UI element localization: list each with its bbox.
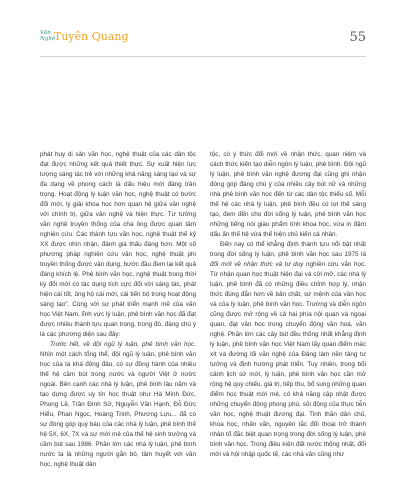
- left-paragraph-1: phát huy di sản văn học, nghệ thuật của các dân tộc đạt được những kết quả thiết thực. Sự xuất hiện lực lượng sáng tác trẻ với những khả năng sáng tạo và sự đa dạng về phong cách là dấu hiệu mới đáng trân trọng. Hoạt động lý luận văn học, nghệ thuật có bước đổi mới, lý giải khoa học hơn quan hệ giữa văn nghệ với chính trị, giữa văn nghệ và hiện thực. Tư tưởng văn nghệ truyền thống của cha ông được quan tâm nghiên cứu. Các thành tựu văn học, nghệ thuật thế kỷ XX được nhìn nhận, đánh giá thấu đáng hơn. Một số phương pháp nghiên cứu văn học, nghệ thuật phi truyền thống được vận dụng, bước đầu đem lại kết quả đáng khích lệ. Phê bình văn học, nghệ thuật trong thời kỳ đổi mới có tác dụng tích cực đối với sáng tác, phát hiện cái tốt, ủng hộ cái mới, cái tiến bộ trong hoạt động sáng tạo". Cùng với sự phát triển mạnh mẽ của văn học Việt Nam, lĩnh vực lý luận, phê bình văn học đã đạt được nhiều thành tựu quan trọng, trong đó, đáng chú ý là các phương diện sau đây:: [40, 151, 196, 338]
- logo-line-2: Nghệ: [40, 35, 56, 42]
- left-paragraph-2: [40, 340, 196, 470]
- page-number: 55: [349, 30, 366, 45]
- left-column: [40, 150, 196, 470]
- logo-line-1: Văn: [40, 30, 51, 36]
- right-column: [210, 150, 366, 460]
- logo-title: Tuyên Quang: [54, 30, 129, 43]
- left-paragraph-2-lead: Trước hết, về đội ngũ lý luận, phê bình văn học.: [50, 341, 196, 348]
- right-paragraph-2-part-a: Đến nay có thể khẳng định thành tựu nổi bật nhất trong đời sống lý luận, phê bình văn học sau 1975 là: [210, 241, 366, 258]
- logo-small-text: [40, 31, 55, 42]
- right-paragraph-2-emphasis: đổi mới về nhận thức và tư duy: [210, 261, 304, 268]
- left-paragraph-2-body: Nhìn một cách tổng thể, đội ngũ lý luận, phê bình văn học của ta khá đông đảo, có sự đồng hành của nhiều thế hệ cầm bút trong nước và người Việt ở nước ngoài. Bên cạnh các nhà lý luận, phê bình lâu năm và tạo dựng được uy tín học thuật như Hà Minh Đức, Phong Lê, Trần Đình Sử, Nguyễn Văn Hạnh, Đỗ Đức Hiểu, Phan Ngọc, Hoàng Trinh, Phương Lựu... đã có sự đóng góp quý báu của các nhà lý luận, phê bình thế hệ 5X, 6X, 7X và sự mới mẻ của thế hệ sinh trưởng và cầm bút sau 1986. Phần lớn các nhà lý luận, phê bình nước ta là những người gắn bó, tâm huyết với văn học, nghệ thuật dân: [40, 351, 196, 468]
- right-paragraph-2: [210, 240, 366, 460]
- right-paragraph-2-part-b: nghiên cứu văn học. Từ nhận quan học thuật hiện đại và cởi mở, các nhà lý luận, phê bình đã có những điều chỉnh hợp lý, nhận thức đúng đắn hơn về bản chất, sứ mệnh của văn học và của lý luận, phê bình văn học. Trường và diễn ngôn cũng được mở rộng về cả hai phía nội quan và ngoại quan, đạt văn học trong chuyển động văn hoá, văn nghệ. Phần lớn các cây bút đều thống nhất khẳng định lý luận, phê bình văn học Việt Nam lấy quan điểm mác xít và đường lối văn nghệ của Đảng làm nền tảng tư tưởng và định hướng phát triển. Tuy nhiên, trong bối cảnh lịch sử mới, lý luận, phê bình văn học cần mở rộng hệ quy chiếu, giá trị, tiếp thu, bổ sung những quan điểm học thuật mới mẻ, có khả năng cập nhật được những chuyển động phong phú, sôi động của thực tiễn văn học, nghệ thuật đương đại. Tinh thần dân chủ, khoa học, nhân văn, nguyên tắc đối thoại trở thành nhân tố đặc biệt quan trọng trong đời sống lý luận, phê bình văn học. Trong điều kiện đất nước thống nhất, đổi mới và hội nhập quốc tế, các nhà văn cũng như: [210, 261, 367, 458]
- right-paragraph-1: tộc, có ý thức đổi mới về nhận thức, quan niệm và cách thức kiến tạo diễn ngôn lý luận, phê bình. Đội ngũ lý luận, phê bình văn nghệ đương đại cũng ghi nhận đóng góp đáng chú ý của nhiều cây bút nữ và những nhà phê bình văn học đến từ các dân tộc thiểu số. Mỗi thế hệ các nhà lý luận, phê bình đều có lợi thế sáng tạo, đem đến cho đời sống lý luận, phê bình văn học những tiếng nói giàu phẩm tính khoa học, vừa in đậm dấu ấn thế hệ vừa thể hiện chủ kiến cá nhân.: [210, 151, 366, 238]
- header-divider: [40, 56, 366, 57]
- page-header: [40, 27, 366, 49]
